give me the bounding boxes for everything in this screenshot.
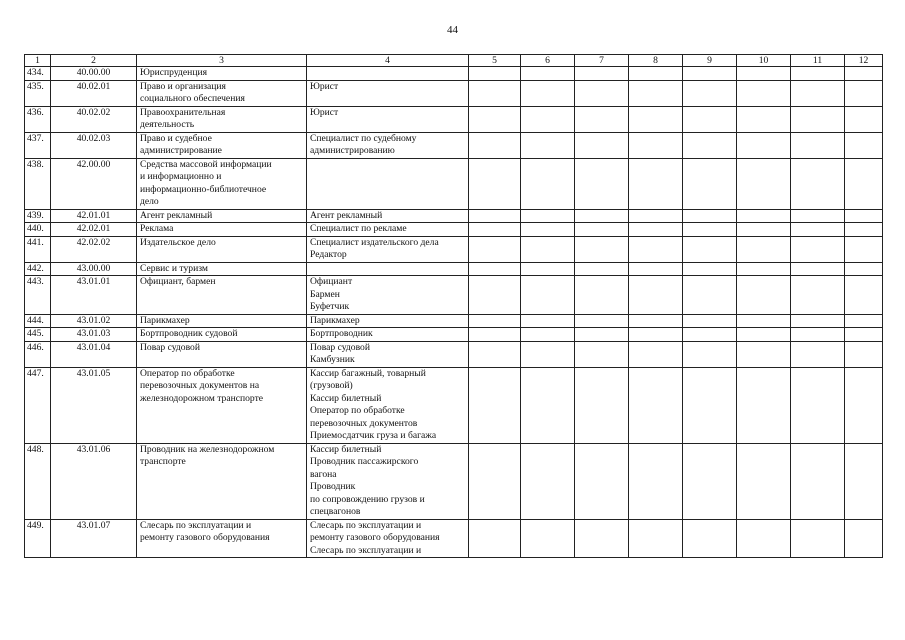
specialty-name-line: Издательское дело bbox=[140, 236, 216, 248]
qualification-line: Кассир билетный bbox=[310, 392, 382, 404]
qualification-line: Бортпроводник bbox=[310, 328, 373, 339]
empty-cell bbox=[575, 262, 629, 276]
empty-cell bbox=[683, 67, 737, 81]
specialty-name bbox=[137, 314, 307, 328]
row-number: 449. bbox=[25, 519, 51, 558]
empty-cell bbox=[683, 328, 737, 342]
empty-cell bbox=[521, 223, 575, 237]
empty-cell bbox=[845, 106, 883, 132]
empty-cell bbox=[521, 443, 575, 519]
table-row bbox=[25, 80, 883, 106]
table-row bbox=[25, 519, 883, 558]
qualification-line: Повар судовой bbox=[310, 341, 370, 353]
empty-cell bbox=[629, 443, 683, 519]
specialty-name-line: Право и судебное bbox=[140, 132, 212, 144]
qualification bbox=[307, 80, 469, 106]
empty-cell bbox=[521, 262, 575, 276]
empty-cell bbox=[683, 158, 737, 209]
table-row bbox=[25, 443, 883, 519]
empty-cell bbox=[845, 276, 883, 315]
specialty-name-line: Официант, бармен bbox=[140, 276, 216, 287]
specialty-name bbox=[137, 80, 307, 106]
empty-cell bbox=[629, 519, 683, 558]
empty-cell bbox=[629, 262, 683, 276]
specialty-name bbox=[137, 223, 307, 237]
specialty-name-line: Парикмахер bbox=[140, 314, 190, 326]
empty-cell bbox=[575, 341, 629, 367]
empty-cell bbox=[845, 158, 883, 209]
table-row bbox=[25, 158, 883, 209]
specialty-code: 43.01.07 bbox=[51, 519, 137, 558]
qualification-line: Бармен bbox=[310, 288, 340, 300]
empty-cell bbox=[791, 314, 845, 328]
qualification bbox=[307, 262, 469, 276]
qualification-line: Приемосдатчик груза и багажа bbox=[310, 430, 437, 441]
column-header: 7 bbox=[575, 55, 629, 67]
empty-cell bbox=[791, 80, 845, 106]
specialty-name-line: Агент рекламный bbox=[140, 209, 213, 221]
specialty-name bbox=[137, 132, 307, 158]
qualification-line: Камбузник bbox=[310, 354, 355, 365]
empty-cell bbox=[791, 341, 845, 367]
empty-cell bbox=[521, 328, 575, 342]
column-header: 3 bbox=[137, 55, 307, 67]
column-header: 5 bbox=[469, 55, 521, 67]
empty-cell bbox=[737, 158, 791, 209]
specialty-code: 40.02.01 bbox=[51, 80, 137, 106]
specialty-code: 43.01.04 bbox=[51, 341, 137, 367]
specialty-code: 42.02.02 bbox=[51, 236, 137, 262]
specialty-code: 43.01.05 bbox=[51, 367, 137, 443]
qualification-line: Специалист по рекламе bbox=[310, 223, 407, 234]
specialty-name bbox=[137, 236, 307, 262]
empty-cell bbox=[521, 132, 575, 158]
empty-cell bbox=[845, 223, 883, 237]
specialty-name bbox=[137, 367, 307, 443]
row-number: 446. bbox=[25, 341, 51, 367]
empty-cell bbox=[575, 132, 629, 158]
table-row bbox=[25, 314, 883, 328]
qualification bbox=[307, 328, 469, 342]
empty-cell bbox=[737, 262, 791, 276]
empty-cell bbox=[737, 80, 791, 106]
specialty-name-line: социального обеспечения bbox=[140, 93, 245, 104]
header-row bbox=[25, 55, 883, 67]
empty-cell bbox=[469, 236, 521, 262]
qualification bbox=[307, 443, 469, 519]
empty-cell bbox=[737, 67, 791, 81]
empty-cell bbox=[845, 519, 883, 558]
empty-cell bbox=[521, 341, 575, 367]
empty-cell bbox=[791, 223, 845, 237]
qualification-line: Кассир билетный bbox=[310, 443, 382, 455]
qualification bbox=[307, 132, 469, 158]
column-header: 4 bbox=[307, 55, 469, 67]
specialty-name-line: Сервис и туризм bbox=[140, 262, 208, 274]
empty-cell bbox=[737, 209, 791, 223]
empty-cell bbox=[521, 519, 575, 558]
empty-cell bbox=[737, 328, 791, 342]
specialty-code: 43.01.01 bbox=[51, 276, 137, 315]
empty-cell bbox=[629, 67, 683, 81]
column-header: 6 bbox=[521, 55, 575, 67]
empty-cell bbox=[469, 276, 521, 315]
specialty-code: 43.00.00 bbox=[51, 262, 137, 276]
specialty-name bbox=[137, 341, 307, 367]
qualification bbox=[307, 67, 469, 81]
empty-cell bbox=[683, 443, 737, 519]
empty-cell bbox=[683, 223, 737, 237]
specialty-name-line: информационно-библиотечное bbox=[140, 183, 267, 195]
qualification-line: по сопровождению грузов и bbox=[310, 493, 425, 505]
empty-cell bbox=[737, 519, 791, 558]
specialty-name bbox=[137, 106, 307, 132]
empty-cell bbox=[629, 209, 683, 223]
specialty-name-line: Повар судовой bbox=[140, 341, 200, 353]
qualification-line: Парикмахер bbox=[310, 314, 360, 326]
specialty-code: 43.01.06 bbox=[51, 443, 137, 519]
empty-cell bbox=[521, 67, 575, 81]
empty-cell bbox=[575, 443, 629, 519]
empty-cell bbox=[791, 519, 845, 558]
column-header: 9 bbox=[683, 55, 737, 67]
qualification-line: Слесарь по эксплуатации и bbox=[310, 519, 422, 531]
table-body bbox=[25, 67, 883, 558]
empty-cell bbox=[845, 209, 883, 223]
empty-cell bbox=[683, 367, 737, 443]
specialty-name-line: дело bbox=[140, 196, 159, 207]
page-number: 44 bbox=[447, 24, 458, 36]
empty-cell bbox=[683, 276, 737, 315]
specialty-name-line: ремонту газового оборудования bbox=[140, 532, 270, 543]
empty-cell bbox=[737, 314, 791, 328]
empty-cell bbox=[469, 262, 521, 276]
empty-cell bbox=[575, 67, 629, 81]
specialty-name-line: Средства массовой информации bbox=[140, 158, 272, 170]
empty-cell bbox=[683, 106, 737, 132]
empty-cell bbox=[683, 80, 737, 106]
qualification bbox=[307, 276, 469, 315]
qualification bbox=[307, 236, 469, 262]
row-number: 441. bbox=[25, 236, 51, 262]
empty-cell bbox=[791, 443, 845, 519]
empty-cell bbox=[575, 223, 629, 237]
empty-cell bbox=[469, 132, 521, 158]
qualification-line: Редактор bbox=[310, 249, 347, 260]
empty-cell bbox=[845, 262, 883, 276]
qualification bbox=[307, 223, 469, 237]
empty-cell bbox=[575, 236, 629, 262]
empty-cell bbox=[845, 80, 883, 106]
row-number: 444. bbox=[25, 314, 51, 328]
qualification-line: ремонту газового оборудования bbox=[310, 532, 440, 543]
empty-cell bbox=[683, 132, 737, 158]
empty-cell bbox=[791, 328, 845, 342]
empty-cell bbox=[791, 209, 845, 223]
empty-cell bbox=[575, 80, 629, 106]
empty-cell bbox=[575, 367, 629, 443]
empty-cell bbox=[791, 276, 845, 315]
empty-cell bbox=[791, 67, 845, 81]
empty-cell bbox=[469, 223, 521, 237]
qualification-line: Буфетчик bbox=[310, 301, 350, 312]
qualification bbox=[307, 367, 469, 443]
empty-cell bbox=[575, 276, 629, 315]
qualification-line: Официант bbox=[310, 276, 353, 287]
specialty-name-line: Слесарь по эксплуатации и bbox=[140, 519, 252, 531]
empty-cell bbox=[737, 106, 791, 132]
specialty-code: 43.01.03 bbox=[51, 328, 137, 342]
column-header: 10 bbox=[737, 55, 791, 67]
empty-cell bbox=[575, 158, 629, 209]
column-header: 2 bbox=[51, 55, 137, 67]
row-number: 443. bbox=[25, 276, 51, 315]
table-row bbox=[25, 341, 883, 367]
column-header: 1 bbox=[25, 55, 51, 67]
empty-cell bbox=[521, 314, 575, 328]
empty-cell bbox=[629, 223, 683, 237]
table-row bbox=[25, 132, 883, 158]
qualification-line: Специалист по судебному bbox=[310, 132, 417, 144]
empty-cell bbox=[521, 209, 575, 223]
empty-cell bbox=[629, 158, 683, 209]
table-row bbox=[25, 328, 883, 342]
empty-cell bbox=[629, 276, 683, 315]
empty-cell bbox=[845, 367, 883, 443]
empty-cell bbox=[683, 236, 737, 262]
specialty-code: 42.02.01 bbox=[51, 223, 137, 237]
specialty-name-line: администрирование bbox=[140, 145, 222, 156]
qualification-line: Кассир багажный, товарный bbox=[310, 367, 426, 379]
empty-cell bbox=[737, 367, 791, 443]
specialty-name bbox=[137, 443, 307, 519]
table-row bbox=[25, 223, 883, 237]
empty-cell bbox=[791, 132, 845, 158]
table-row bbox=[25, 67, 883, 81]
empty-cell bbox=[845, 132, 883, 158]
empty-cell bbox=[521, 367, 575, 443]
qualification-line: Юрист bbox=[310, 80, 339, 92]
qualification-line: (грузовой) bbox=[310, 380, 353, 391]
specialty-name-line: транспорте bbox=[140, 456, 186, 467]
empty-cell bbox=[469, 328, 521, 342]
row-number: 442. bbox=[25, 262, 51, 276]
empty-cell bbox=[521, 106, 575, 132]
specialty-name-line: и информационно и bbox=[140, 171, 222, 182]
specialty-name-line: Правоохранительная bbox=[140, 106, 226, 118]
qualification bbox=[307, 341, 469, 367]
specialty-name bbox=[137, 158, 307, 209]
qualification-line: Оператор по обработке bbox=[310, 405, 405, 416]
empty-cell bbox=[791, 236, 845, 262]
empty-cell bbox=[629, 80, 683, 106]
qualification-line: Специалист издательского дела bbox=[310, 236, 439, 248]
empty-cell bbox=[629, 314, 683, 328]
specialty-name bbox=[137, 519, 307, 558]
row-number: 435. bbox=[25, 80, 51, 106]
empty-cell bbox=[737, 132, 791, 158]
empty-cell bbox=[521, 276, 575, 315]
specialty-code: 42.01.01 bbox=[51, 209, 137, 223]
qualification-line: Агент рекламный bbox=[310, 209, 383, 221]
empty-cell bbox=[469, 106, 521, 132]
specialty-name bbox=[137, 276, 307, 315]
specialty-name-line: железнодорожном транспорте bbox=[140, 392, 264, 404]
empty-cell bbox=[469, 314, 521, 328]
empty-cell bbox=[845, 67, 883, 81]
qualification-line: администрированию bbox=[310, 145, 395, 156]
qualifications-table bbox=[24, 54, 883, 558]
table-row bbox=[25, 262, 883, 276]
specialty-name-line: деятельность bbox=[140, 119, 195, 130]
empty-cell bbox=[683, 314, 737, 328]
empty-cell bbox=[737, 276, 791, 315]
specialty-name-line: Бортпроводник судовой bbox=[140, 328, 238, 339]
empty-cell bbox=[469, 209, 521, 223]
empty-cell bbox=[791, 158, 845, 209]
empty-cell bbox=[469, 80, 521, 106]
qualification bbox=[307, 519, 469, 558]
row-number: 434. bbox=[25, 67, 51, 81]
empty-cell bbox=[629, 367, 683, 443]
specialty-code: 40.02.03 bbox=[51, 132, 137, 158]
empty-cell bbox=[845, 314, 883, 328]
empty-cell bbox=[469, 367, 521, 443]
empty-cell bbox=[469, 443, 521, 519]
qualification-line: Проводник bbox=[310, 481, 356, 492]
empty-cell bbox=[469, 67, 521, 81]
empty-cell bbox=[575, 328, 629, 342]
specialty-name bbox=[137, 262, 307, 276]
qualification-line: Юрист bbox=[310, 106, 339, 118]
column-header: 12 bbox=[845, 55, 883, 67]
specialty-name bbox=[137, 67, 307, 81]
row-number: 439. bbox=[25, 209, 51, 223]
specialty-name-line: Юриспруденция bbox=[140, 67, 208, 78]
empty-cell bbox=[469, 519, 521, 558]
empty-cell bbox=[737, 341, 791, 367]
empty-cell bbox=[737, 443, 791, 519]
empty-cell bbox=[683, 209, 737, 223]
qualification-line: перевозочных документов bbox=[310, 417, 418, 429]
empty-cell bbox=[629, 132, 683, 158]
empty-cell bbox=[521, 158, 575, 209]
table-row bbox=[25, 367, 883, 443]
table-row bbox=[25, 106, 883, 132]
empty-cell bbox=[521, 236, 575, 262]
qualification-line: вагона bbox=[310, 468, 337, 480]
empty-cell bbox=[791, 106, 845, 132]
empty-cell bbox=[845, 341, 883, 367]
specialty-code: 43.01.02 bbox=[51, 314, 137, 328]
table-row bbox=[25, 236, 883, 262]
row-number: 438. bbox=[25, 158, 51, 209]
empty-cell bbox=[629, 341, 683, 367]
column-header: 8 bbox=[629, 55, 683, 67]
empty-cell bbox=[791, 367, 845, 443]
table-row bbox=[25, 209, 883, 223]
empty-cell bbox=[469, 341, 521, 367]
empty-cell bbox=[737, 236, 791, 262]
empty-cell bbox=[575, 519, 629, 558]
specialty-name-line: Реклама bbox=[140, 223, 174, 234]
empty-cell bbox=[629, 236, 683, 262]
empty-cell bbox=[791, 262, 845, 276]
specialty-code: 40.02.02 bbox=[51, 106, 137, 132]
empty-cell bbox=[683, 341, 737, 367]
qualification-line: Слесарь по эксплуатации и bbox=[310, 544, 422, 556]
empty-cell bbox=[469, 158, 521, 209]
specialty-name bbox=[137, 209, 307, 223]
empty-cell bbox=[845, 236, 883, 262]
row-number: 445. bbox=[25, 328, 51, 342]
empty-cell bbox=[845, 443, 883, 519]
empty-cell bbox=[629, 328, 683, 342]
empty-cell bbox=[575, 209, 629, 223]
qualification bbox=[307, 158, 469, 209]
qualification bbox=[307, 209, 469, 223]
row-number: 437. bbox=[25, 132, 51, 158]
specialty-code: 42.00.00 bbox=[51, 158, 137, 209]
specialty-name-line: Проводник на железнодорожном bbox=[140, 443, 275, 455]
row-number: 440. bbox=[25, 223, 51, 237]
qualification bbox=[307, 106, 469, 132]
empty-cell bbox=[521, 80, 575, 106]
empty-cell bbox=[683, 519, 737, 558]
empty-cell bbox=[575, 106, 629, 132]
qualification-line: Проводник пассажирского bbox=[310, 456, 419, 467]
empty-cell bbox=[629, 106, 683, 132]
row-number: 436. bbox=[25, 106, 51, 132]
column-header: 11 bbox=[791, 55, 845, 67]
empty-cell bbox=[845, 328, 883, 342]
empty-cell bbox=[575, 314, 629, 328]
table-row bbox=[25, 276, 883, 315]
specialty-name bbox=[137, 328, 307, 342]
empty-cell bbox=[683, 262, 737, 276]
specialty-name-line: Оператор по обработке bbox=[140, 367, 235, 379]
empty-cell bbox=[737, 223, 791, 237]
specialty-name-line: Право и организация bbox=[140, 80, 226, 92]
qualification-line: спецвагонов bbox=[310, 506, 361, 517]
specialty-name-line: перевозочных документов на bbox=[140, 380, 260, 391]
specialty-code: 40.00.00 bbox=[51, 67, 137, 81]
row-number: 448. bbox=[25, 443, 51, 519]
row-number: 447. bbox=[25, 367, 51, 443]
qualification bbox=[307, 314, 469, 328]
